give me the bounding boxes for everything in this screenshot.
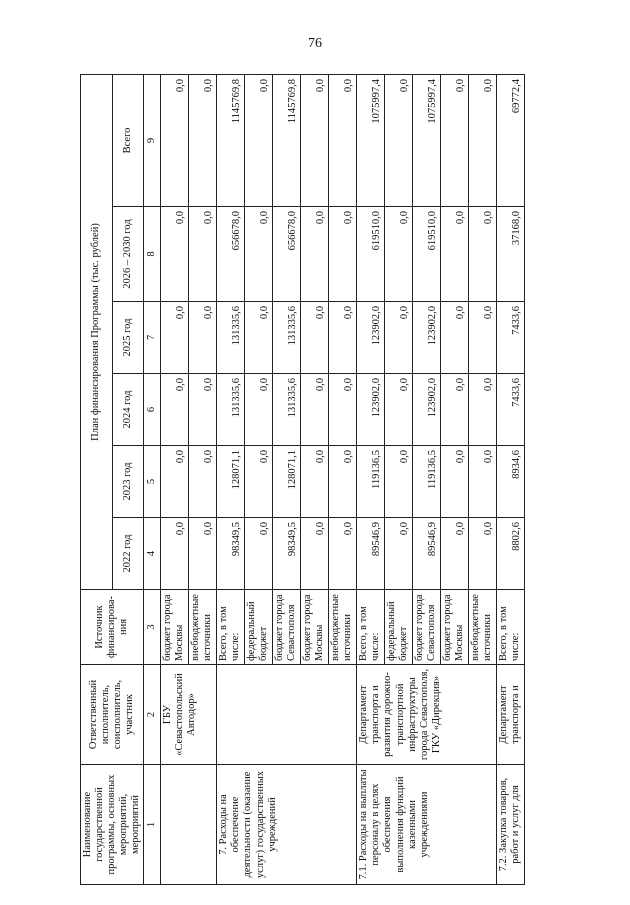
executor-cell: [217, 665, 357, 765]
column-index: 5: [144, 446, 161, 518]
value-cell: 0,0: [329, 518, 357, 590]
column-index: 2: [144, 665, 161, 765]
value-cell: 0,0: [301, 518, 329, 590]
value-cell: 0,0: [329, 446, 357, 518]
value-cell: 0,0: [189, 374, 217, 446]
value-cell: 0,0: [385, 207, 413, 302]
table-row: [497, 74, 525, 884]
source-cell: бюджет города Севастополя: [413, 590, 441, 665]
value-cell: 0,0: [385, 518, 413, 590]
value-cell: 0,0: [189, 446, 217, 518]
column-index: 1: [144, 765, 161, 885]
header-year-2022: 2022 год: [112, 518, 144, 590]
value-cell: 0,0: [301, 302, 329, 374]
table-row: [161, 74, 189, 884]
source-cell: Всего, в том числе:: [217, 590, 245, 665]
value-cell: 131335,6: [217, 302, 245, 374]
value-cell: 656678,0: [217, 207, 245, 302]
header-executor: Ответственный исполнитель, соисполнитель, участник: [81, 665, 144, 765]
value-cell: 0,0: [161, 446, 189, 518]
source-cell: внебюджетные источники: [469, 590, 497, 665]
header-year-2023: 2023 год: [112, 446, 144, 518]
value-cell: 0,0: [245, 518, 273, 590]
value-cell: 0,0: [161, 518, 189, 590]
source-cell: бюджет города Москвы: [301, 590, 329, 665]
executor-cell: ГБУ «Севастопольский Автодор»: [161, 665, 217, 765]
value-cell: 37168,0: [497, 207, 525, 302]
value-cell: 0,0: [329, 374, 357, 446]
value-cell: 119136,5: [413, 446, 441, 518]
value-cell: 8802,6: [497, 518, 525, 590]
value-cell: 119136,5: [357, 446, 385, 518]
value-cell: 89546,9: [413, 518, 441, 590]
value-cell: 0,0: [441, 374, 469, 446]
value-cell: 0,0: [385, 374, 413, 446]
value-cell: 1075997,4: [357, 74, 385, 206]
header-year-2026-2030: 2026 – 2030 год: [112, 207, 144, 302]
value-cell: 0,0: [245, 446, 273, 518]
source-cell: бюджет города Севастополя: [273, 590, 301, 665]
value-cell: 8934,6: [497, 446, 525, 518]
value-cell: 619510,0: [413, 207, 441, 302]
table-row: [217, 74, 245, 884]
value-cell: 0,0: [385, 302, 413, 374]
table-row: [357, 74, 385, 884]
value-cell: 0,0: [161, 207, 189, 302]
value-cell: 89546,9: [357, 518, 385, 590]
value-cell: 0,0: [301, 446, 329, 518]
source-cell: внебюджетные источники: [329, 590, 357, 665]
value-cell: 131335,6: [217, 374, 245, 446]
value-cell: 0,0: [385, 74, 413, 206]
value-cell: 98349,5: [217, 518, 245, 590]
value-cell: 0,0: [441, 518, 469, 590]
header-plan: План финансирования Программы (тыс. рублей): [81, 74, 113, 589]
source-cell: Всего, в том числе:: [497, 590, 525, 665]
header-year-2024: 2024 год: [112, 374, 144, 446]
value-cell: 0,0: [329, 302, 357, 374]
value-cell: 0,0: [469, 446, 497, 518]
header-year-2025: 2025 год: [112, 302, 144, 374]
source-cell: бюджет города Москвы: [161, 590, 189, 665]
header-source: Источник финансирова-ния: [81, 590, 144, 665]
value-cell: 0,0: [469, 374, 497, 446]
value-cell: 619510,0: [357, 207, 385, 302]
column-index: 4: [144, 518, 161, 590]
value-cell: 656678,0: [273, 207, 301, 302]
value-cell: 0,0: [469, 74, 497, 206]
value-cell: 98349,5: [273, 518, 301, 590]
value-cell: 131335,6: [273, 302, 301, 374]
value-cell: 0,0: [441, 207, 469, 302]
value-cell: 0,0: [469, 518, 497, 590]
financing-table: [80, 74, 525, 885]
column-index: 7: [144, 302, 161, 374]
value-cell: 0,0: [189, 207, 217, 302]
source-cell: Всего, в том числе:: [357, 590, 385, 665]
column-index: 3: [144, 590, 161, 665]
program-cell: 7.2. Закупка товаров, работ и услуг для: [497, 765, 525, 885]
value-cell: 7433,6: [497, 302, 525, 374]
executor-cell: Департамент транспорта и развития дорожно-транспортной инфраструктуры города Севастополя, ГКУ «Дирекция»: [357, 665, 497, 765]
program-cell: [161, 765, 217, 885]
value-cell: 123902,0: [413, 302, 441, 374]
value-cell: 0,0: [245, 374, 273, 446]
executor-cell: Департамент транспорта и: [497, 665, 525, 765]
value-cell: 0,0: [441, 446, 469, 518]
value-cell: 0,0: [161, 74, 189, 206]
header-total: Всего: [112, 74, 144, 206]
value-cell: 0,0: [189, 74, 217, 206]
value-cell: 0,0: [189, 302, 217, 374]
value-cell: 123902,0: [357, 374, 385, 446]
value-cell: 7433,6: [497, 374, 525, 446]
value-cell: 0,0: [469, 302, 497, 374]
program-cell: 7. Расходы на обеспечение деятельности (оказание услуг) государственных учреждений: [217, 765, 357, 885]
value-cell: 123902,0: [413, 374, 441, 446]
value-cell: 0,0: [245, 207, 273, 302]
value-cell: 0,0: [441, 302, 469, 374]
value-cell: 0,0: [301, 374, 329, 446]
value-cell: 0,0: [469, 207, 497, 302]
value-cell: 0,0: [161, 374, 189, 446]
column-index: 6: [144, 374, 161, 446]
value-cell: 1075997,4: [413, 74, 441, 206]
value-cell: 0,0: [385, 446, 413, 518]
value-cell: 69772,4: [497, 74, 525, 206]
header-program: Наименование государственной программы, основных мероприятий, мероприятий: [81, 765, 144, 885]
value-cell: 123902,0: [357, 302, 385, 374]
value-cell: 0,0: [301, 207, 329, 302]
value-cell: 128071,1: [217, 446, 245, 518]
value-cell: 0,0: [329, 74, 357, 206]
value-cell: 1145769,8: [273, 74, 301, 206]
value-cell: 131335,6: [273, 374, 301, 446]
program-cell: 7.1. Расходы на выплаты персоналу в целях обеспечения выполнения функций казенными учреждениями: [357, 765, 497, 885]
value-cell: 0,0: [301, 74, 329, 206]
rotated-table-container: [80, 75, 580, 885]
value-cell: 0,0: [329, 207, 357, 302]
value-cell: 0,0: [161, 302, 189, 374]
page-number: 76: [308, 36, 322, 51]
source-cell: федеральный бюджет: [385, 590, 413, 665]
source-cell: федеральный бюджет: [245, 590, 273, 665]
value-cell: 0,0: [189, 518, 217, 590]
source-cell: внебюджетные источники: [189, 590, 217, 665]
column-index: 8: [144, 207, 161, 302]
value-cell: 1145769,8: [217, 74, 245, 206]
value-cell: 0,0: [245, 74, 273, 206]
value-cell: 0,0: [245, 302, 273, 374]
column-index: 9: [144, 74, 161, 206]
value-cell: 128071,1: [273, 446, 301, 518]
value-cell: 0,0: [441, 74, 469, 206]
source-cell: бюджет города Москвы: [441, 590, 469, 665]
column-index-row: [144, 74, 161, 884]
